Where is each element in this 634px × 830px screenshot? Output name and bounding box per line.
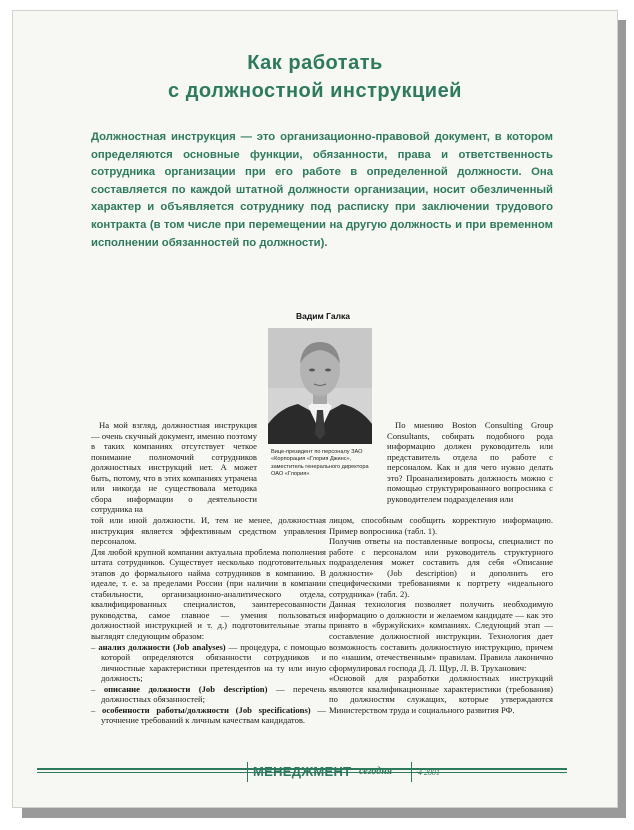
- issue-number: ·4 2001: [416, 768, 440, 777]
- photo-caption: Вице-президент по персоналу ЗАО «Корпорация «Глория Джинс», заместитель генерального директора ОАО «Глория»: [271, 449, 369, 478]
- magazine-brand-suffix: сегодня: [359, 766, 392, 777]
- list-item: – анализ должности (Job analyses) — процедура, с помощью которой определяются обязанности сотрудников и личностные характеристики претендентов на ту или иную должность;: [91, 641, 326, 684]
- article-title-line2: с должностной инструкцией: [168, 80, 462, 102]
- author-name: Вадим Галка: [296, 311, 350, 321]
- column1-top-text: [91, 420, 257, 515]
- article-title-line1: Как работать: [247, 52, 383, 74]
- column2-paragraph-3: Данная технология позволяет получить необходимую информацию о должности и желаемом кандидате — как это принято в «буржуйских» компаниях. Следующий этап — составление должностной инструкции. Технология дает возможность составить должностную инструкцию, причем по «нашим, отечественным» правилам. Правила лаконично сформулировал господа Д. Л. Щур, Л. В. Труханович:: [329, 599, 553, 673]
- column1-text: [91, 515, 326, 726]
- column2-paragraph-2: Получив ответы на поставленные вопросы, специалист по работе с персоналом или руководитель структурного подразделения может составить для себя «Описание должности» (Job description) и дополнить его специфическими требованиями к портрету «идеального сотрудника» (табл. 2).: [329, 536, 553, 599]
- list-item-desc: — процедура, с помощью которой определяются обязанности сотрудников и личностные характеристики претендентов на ту или иную должность;: [101, 641, 326, 684]
- column1-paragraph-2: Для любой крупной компании актуальна проблема пополнения штата сотрудников. Существует несколько подготовительных этапов до формального найма сотрудников в компанию. В идеале, т. е. за пределами России (при наличии в компании стабильности, организационно-аналитического отдела, квалифицированных специалистов, заинтересованности руководства, самое главное — умения пользоваться должностной инструкцией и т. д.) подготовительные этапы выглядят следующим образом:: [91, 546, 326, 642]
- column2-top-paragraph: По мнению Boston Consulting Group Consultants, собирать подобного рода информацию должен руководитель или представитель отдела по работе с персоналом. Как и для чего нужно делать это? Проанализировать должность можно с помощью структурированного вопросника с руководителем подразделения или: [387, 420, 553, 504]
- column1-paragraph-1: той или иной должности. И, тем не менее, должностная инструкция является эффективным средством управления персоналом.: [91, 515, 326, 547]
- list-item: – особенности работы/должности (Job specifications) — уточнение требований к личным качествам кандидатов.: [91, 704, 326, 726]
- footer-divider: [247, 762, 248, 782]
- list-item-term: особенности работы/должности (Job specifications): [102, 704, 311, 715]
- list-item-desc: — уточнение требований к личным качествам кандидатов.: [101, 704, 326, 726]
- author-photo: [268, 328, 372, 444]
- column2-top-text: [387, 420, 553, 504]
- footer-divider: [411, 762, 412, 782]
- magazine-brand: МЕНЕДЖМЕНТ: [253, 764, 352, 779]
- list-item-desc: — перечень должностных обязанностей;: [101, 683, 327, 705]
- list-item-term: описание должности (Job description): [103, 683, 268, 694]
- magazine-page: [12, 10, 618, 808]
- lead-paragraph: Должностная инструкция — это организационно-правовой документ, в котором определяются основные функции, обязанности, права и ответственность сотрудника организации при его работе в определенной должности. Она составляется по каждой штатной должности организации, носит обезличенный характер и объявляется сотруднику под расписку при заключении трудового контракта (в том числе при перемещении на другую должность и при временном исполнении обязанностей по должности).: [91, 131, 553, 249]
- column1-top-paragraph: На мой взгляд, должностная инструкция — очень скучный документ, именно поэтому в таких компаниях отсутствует четкое понимание полномочий сотрудников должностных инструкций нет. А может быть, потому, что в этих компаниях утрачена или никогда не существовала методика сбора информации о деятельности сотрудника на: [91, 420, 257, 515]
- column2-paragraph-4: «Основой для разработки должностных инструкций являются квалификационные характеристики (требования) по должностям служащих, которые утверждаются Министерством труда и социального развития РФ.: [329, 673, 553, 715]
- column2-text: [329, 515, 553, 715]
- column2-paragraph-1: лицом, способным сообщить корректную информацию. Пример вопросника (табл. 1).: [329, 515, 553, 536]
- list-item: – описание должности (Job description) — перечень должностных обязанностей;: [91, 683, 327, 705]
- list-item-term: анализ должности (Job analyses): [98, 641, 226, 652]
